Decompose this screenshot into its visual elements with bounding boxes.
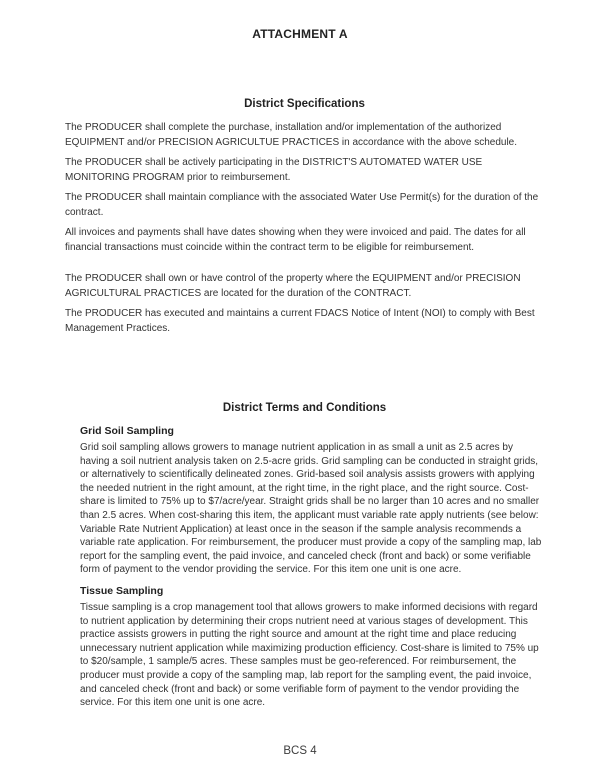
grid-soil-sampling-title: Grid Soil Sampling (80, 425, 174, 437)
terms-heading: District Terms and Conditions (222, 402, 387, 414)
spec-paragraph-6: The PRODUCER has executed and maintains a current FDACS Notice of Intent (NOI) to comply with Best Management Practices. (65, 308, 535, 334)
grid-soil-sampling-body: Grid soil sampling allows growers to manage nutrient application in as small a unit as 2.5 acres by having a soil nutrient analysis taken on 2.5-acre grids. Grid sampling can be conducted in straight grids, or alternatively to scientifically delineated zones. Grid-based soil analysis assists growers with applying the needed nutrient in the right amount, at the right time, in the right place, and the right source. Cost-share is limited to 75% up to $7/acre/year. Straight grids shall be no larger than 10 acres and no smaller than 2.5 acres. When cost-sharing this item, the applicant must variable rate apply nutrients (see below: Variable Rate Nutrient Application) at least once in the season if the sample analysis recommends a variable rate application. For reimbursement, the producer must provide a copy of the sampling map, lab report for the sampling event, the paid invoice, and canceled check (front and back) or some verifiable form of payment to the vendor providing the service. For this item one unit is one acre. (80, 442, 542, 576)
attachment-title: ATTACHMENT A (252, 27, 348, 41)
spec-paragraph-5: The PRODUCER shall own or have control of the property where the EQUIPMENT and/or PRECISION AGRICULTURAL PRACTICES are located for the duration of the CONTRACT. (65, 273, 521, 299)
tissue-sampling-body: Tissue sampling is a crop management tool that allows growers to make informed decisions with regard to nutrient application by determining their crops nutrient need at various stages of development. This practice assists growers in putting the right source and amount at the right time and place reducing unnecessary nutrient application while maximizing production efficiency. Cost-share is limited to 75% up to $20/sample, 1 sample/5 acres. These samples must be geo-referenced. For reimbursement, the producer must provide a copy of the sampling map, lab report for the sampling event, the paid invoice, and canceled check (front and back) or some verifiable form of payment to the vendor providing the service. For this item one unit is one acre. (80, 601, 539, 709)
spec-paragraph-2: The PRODUCER shall be actively participating in the DISTRICT'S AUTOMATED WATER USE MONITORING PROGRAM prior to reimbursement. (65, 157, 483, 183)
term-section-tissue-sampling (80, 585, 544, 710)
page-footer: BCS 4 (283, 745, 317, 757)
document-body (65, 98, 544, 710)
tissue-sampling-title: Tissue Sampling (80, 584, 164, 597)
specifications-heading: District Specifications (244, 98, 365, 110)
spec-paragraph-4: All invoices and payments shall have dates showing when they were invoiced and paid. The dates for all financial transactions must coincide within the contract term to be eligible for reimbursement. (65, 227, 526, 253)
term-section-grid-soil-sampling (80, 425, 544, 577)
spec-paragraph-1: The PRODUCER shall complete the purchase, installation and/or implementation of the authorized EQUIPMENT and/or PRECISION AGRICULTUE PRACTICES in accordance with the above schedule. (65, 122, 518, 148)
spec-paragraph-3: The PRODUCER shall maintain compliance with the associated Water Use Permit(s) for the duration of the contract. (65, 192, 539, 218)
